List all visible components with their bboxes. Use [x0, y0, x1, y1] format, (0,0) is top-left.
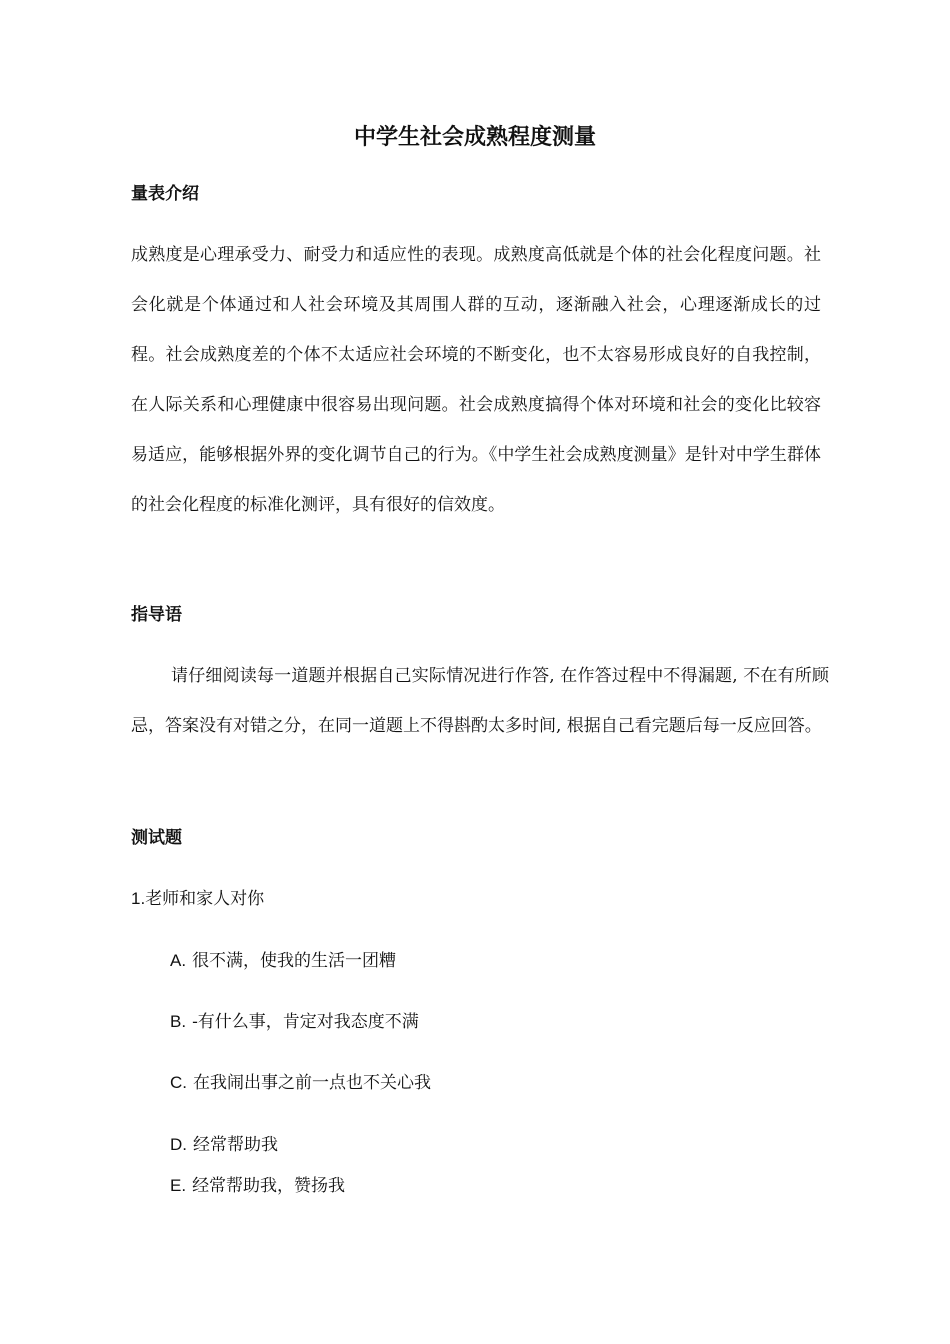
- section-heading-intro: 量表介绍: [131, 184, 199, 204]
- option-text: 经常帮助我: [193, 1135, 278, 1155]
- option-letter: D.: [170, 1135, 187, 1154]
- option-d[interactable]: [170, 1133, 278, 1157]
- question-1: [131, 887, 264, 911]
- option-letter: B.: [170, 1012, 187, 1031]
- section-heading-guide: 指导语: [131, 605, 182, 625]
- document-title: 中学生社会成熟程度测量: [353, 125, 596, 150]
- option-letter: C.: [170, 1073, 187, 1092]
- question-number: 1.: [131, 889, 146, 908]
- option-text: 在我闹出事之前一点也不关心我: [193, 1073, 431, 1093]
- option-c[interactable]: [170, 1071, 431, 1095]
- option-b[interactable]: [170, 1010, 419, 1034]
- intro-paragraph: 成熟度是心理承受力、耐受力和适应性的表现。成熟度高低就是个体的社会化程度问题。社会化就是个体通过和人社会环境及其周围人群的互动，逐渐融入社会，心理逐渐成长的过程。社会成熟度差的个体不太适应社会环境的不断变化，也不太容易形成良好的自我控制，在人际关系和心理健康中很容易出现问题。社会成熟度搞得个体对环境和社会的变化比较容易适应，能够根据外界的变化调节自己的行为。《中学生社会成熟度测量》是针对中学生群体的社会化程度的标准化测评，具有很好的信效度。: [131, 245, 821, 515]
- question-text: 老师和家人对你: [145, 889, 265, 909]
- option-a[interactable]: [170, 949, 396, 973]
- option-text: -有什么事，肯定对我态度不满: [192, 1012, 419, 1032]
- option-letter: A.: [170, 951, 187, 970]
- option-e[interactable]: [170, 1174, 345, 1198]
- option-text: 很不满，使我的生活一团糟: [192, 951, 397, 971]
- option-letter: E.: [170, 1176, 187, 1195]
- option-text: 经常帮助我，赞扬我: [192, 1176, 346, 1196]
- guide-paragraph: 请仔细阅读每一道题并根据自己实际情况进行作答, 在作答过程中不得漏题, 不在有所顾忌，答案没有对错之分，在同一道题上不得斟酌太多时间, 根据自己看完题后每一反应回答。: [131, 666, 829, 736]
- section-heading-test: 测试题: [131, 828, 182, 848]
